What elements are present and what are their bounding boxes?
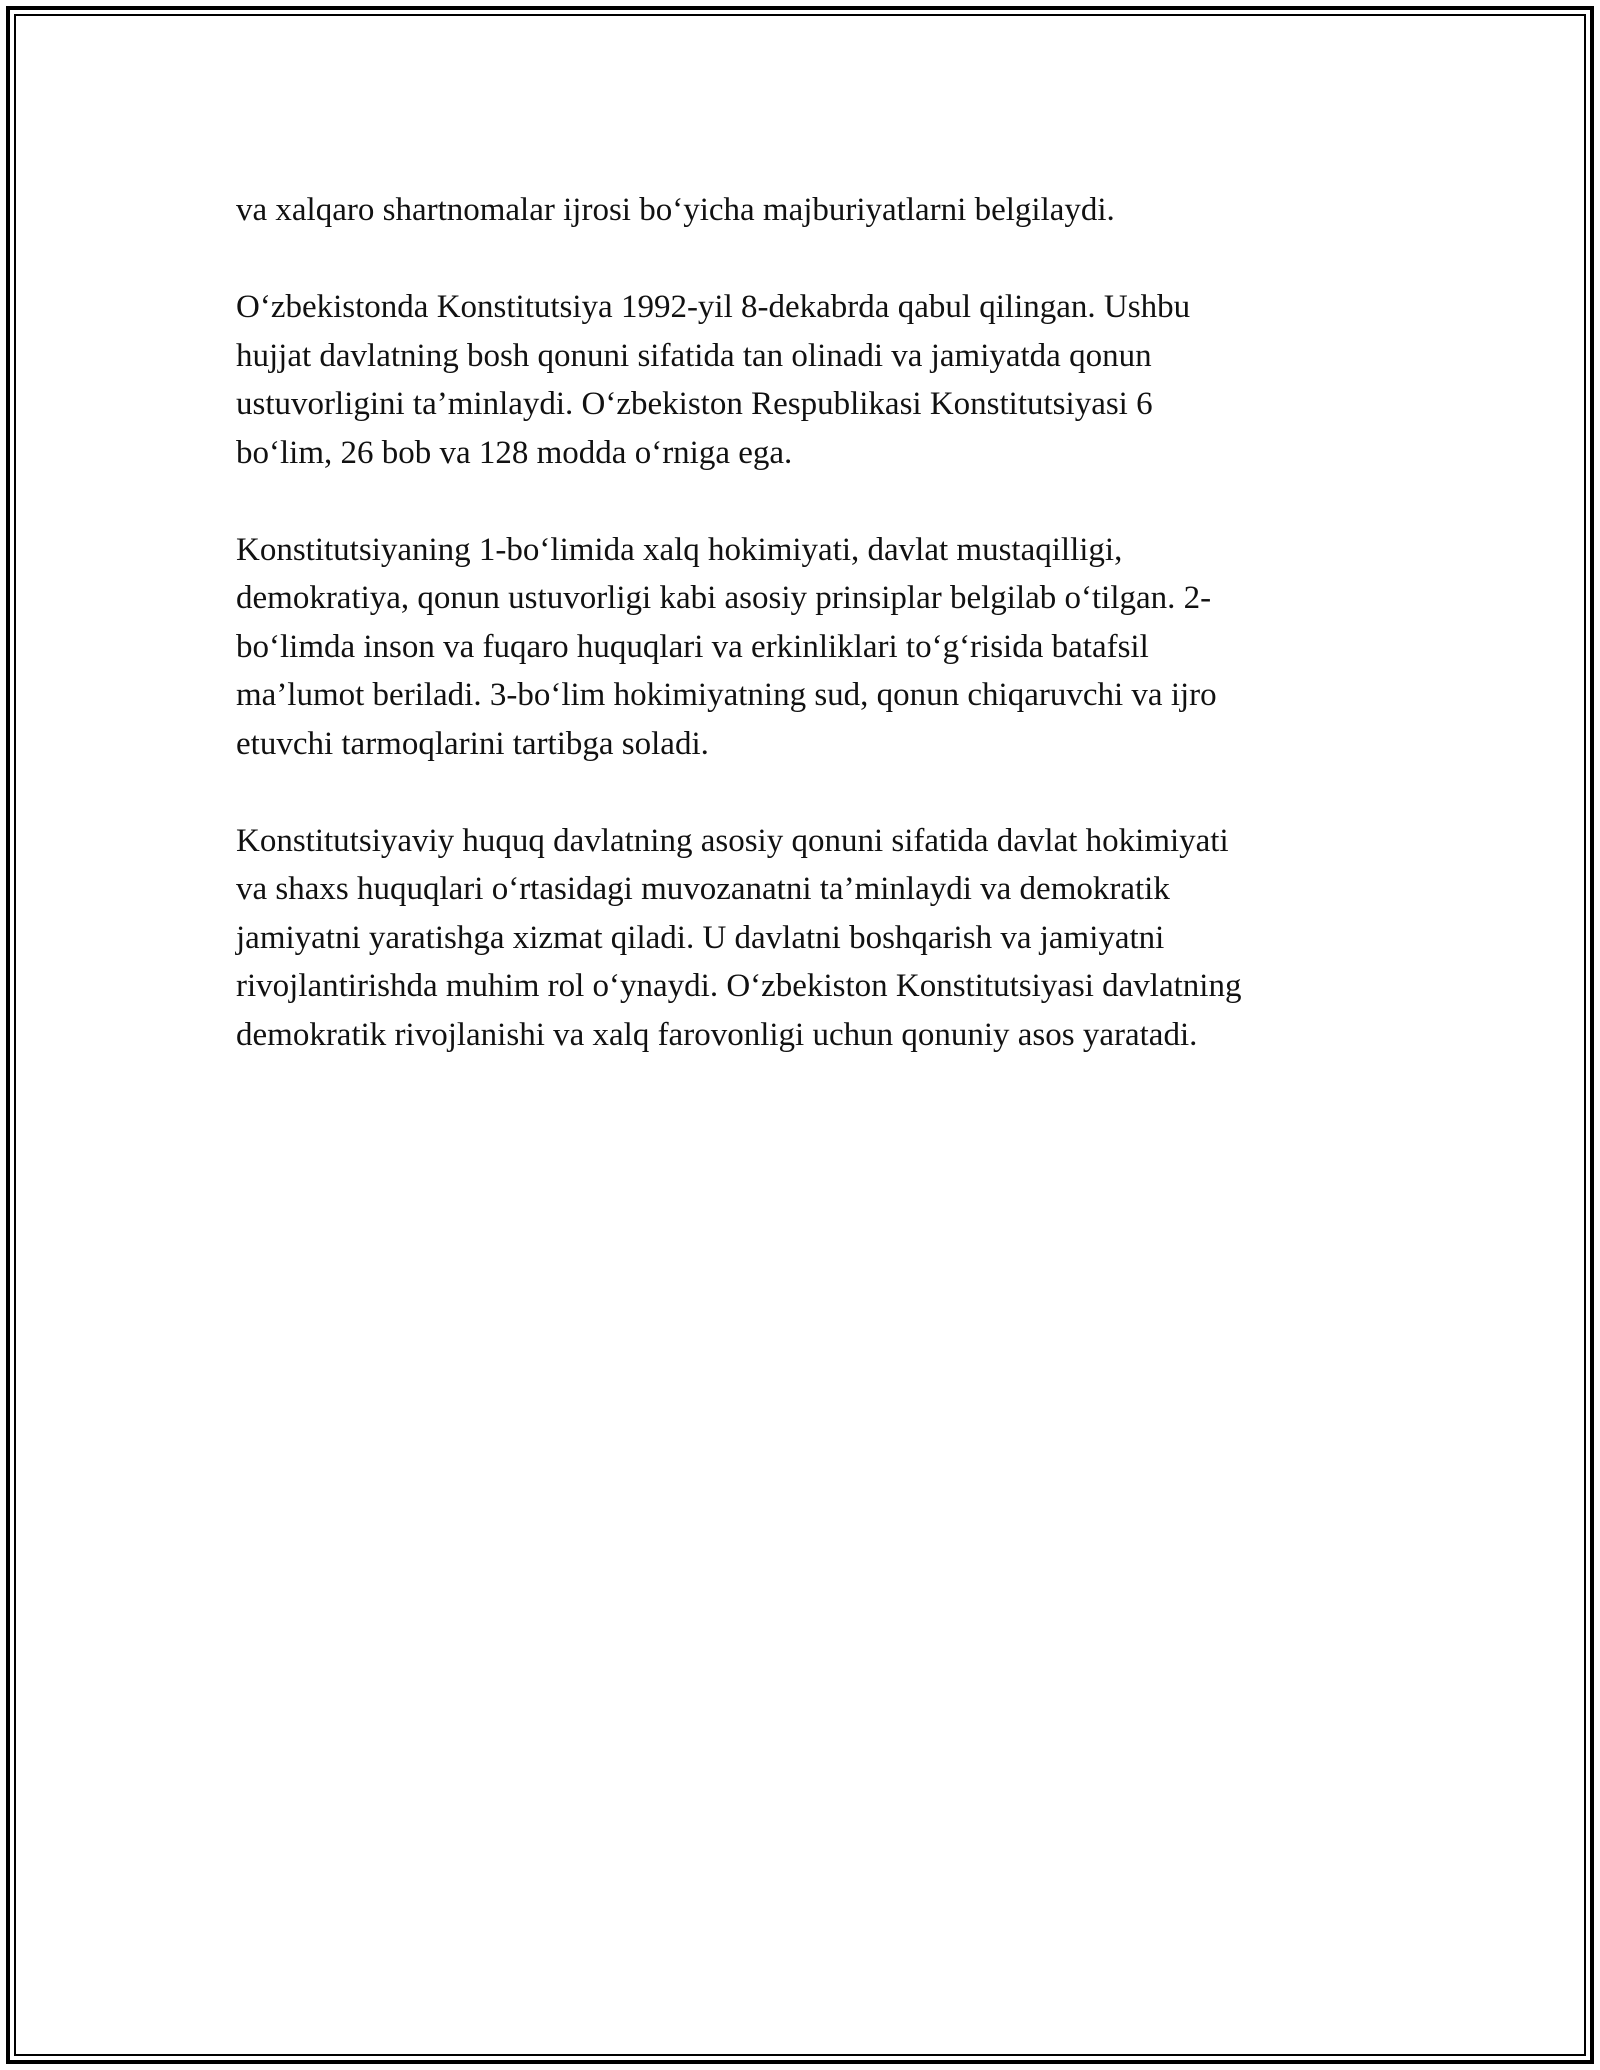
- paragraph: [236, 186, 1366, 235]
- text-line: demokratiya, qonun ustuvorligi kabi asosiy prinsiplar belgilab o‘tilgan. 2-: [236, 580, 1212, 616]
- text-line: ma’lumot beriladi. 3-bo‘lim hokimiyatning sud, qonun chiqaruvchi va ijro: [236, 677, 1217, 713]
- text-line: hujjat davlatning bosh qonuni sifatida tan olinadi va jamiyatda qonun: [236, 337, 1152, 374]
- text-line: ustuvorligini ta’minlaydi. O‘zbekiston Respublikasi Konstitutsiyasi 6: [236, 386, 1153, 422]
- text-line: va shaxs huquqlari o‘rtasidagi muvozanatni ta’minlaydi va demokratik: [236, 871, 1170, 907]
- text-line: va xalqaro shartnomalar ijrosi bo‘yicha majburiyatlarni belgilaydi.: [236, 192, 1115, 228]
- text-line: Konstitutsiyaning 1-bo‘limida xalq hokimiyati, davlat mustaqilligi,: [236, 531, 1123, 568]
- text-line: jamiyatni yaratishga xizmat qiladi. U davlatni boshqarish va jamiyatni: [236, 919, 1165, 956]
- text-line: bo‘lim, 26 bob va 128 modda o‘rniga ega.: [236, 434, 793, 471]
- text-line: Konstitutsiyaviy huquq davlatning asosiy qonuni sifatida davlat hokimiyati: [236, 822, 1229, 859]
- document-body: [236, 186, 1366, 1108]
- paragraph: [236, 526, 1366, 769]
- paragraph: [236, 817, 1366, 1060]
- text-line: bo‘limda inson va fuqaro huquqlari va erkinliklari to‘g‘risida batafsil: [236, 628, 1149, 665]
- paragraph: [236, 283, 1366, 477]
- text-line: demokratik rivojlanishi va xalq farovonligi uchun qonuniy asos yaratadi.: [236, 1016, 1198, 1053]
- text-line: etuvchi tarmoqlarini tartibga soladi.: [236, 725, 709, 762]
- text-line: rivojlantirishda muhim rol o‘ynaydi. O‘zbekiston Konstitutsiyasi davlatning: [236, 968, 1242, 1004]
- text-line: O‘zbekistonda Konstitutsiya 1992-yil 8-dekabrda qabul qilingan. Ushbu: [236, 289, 1191, 325]
